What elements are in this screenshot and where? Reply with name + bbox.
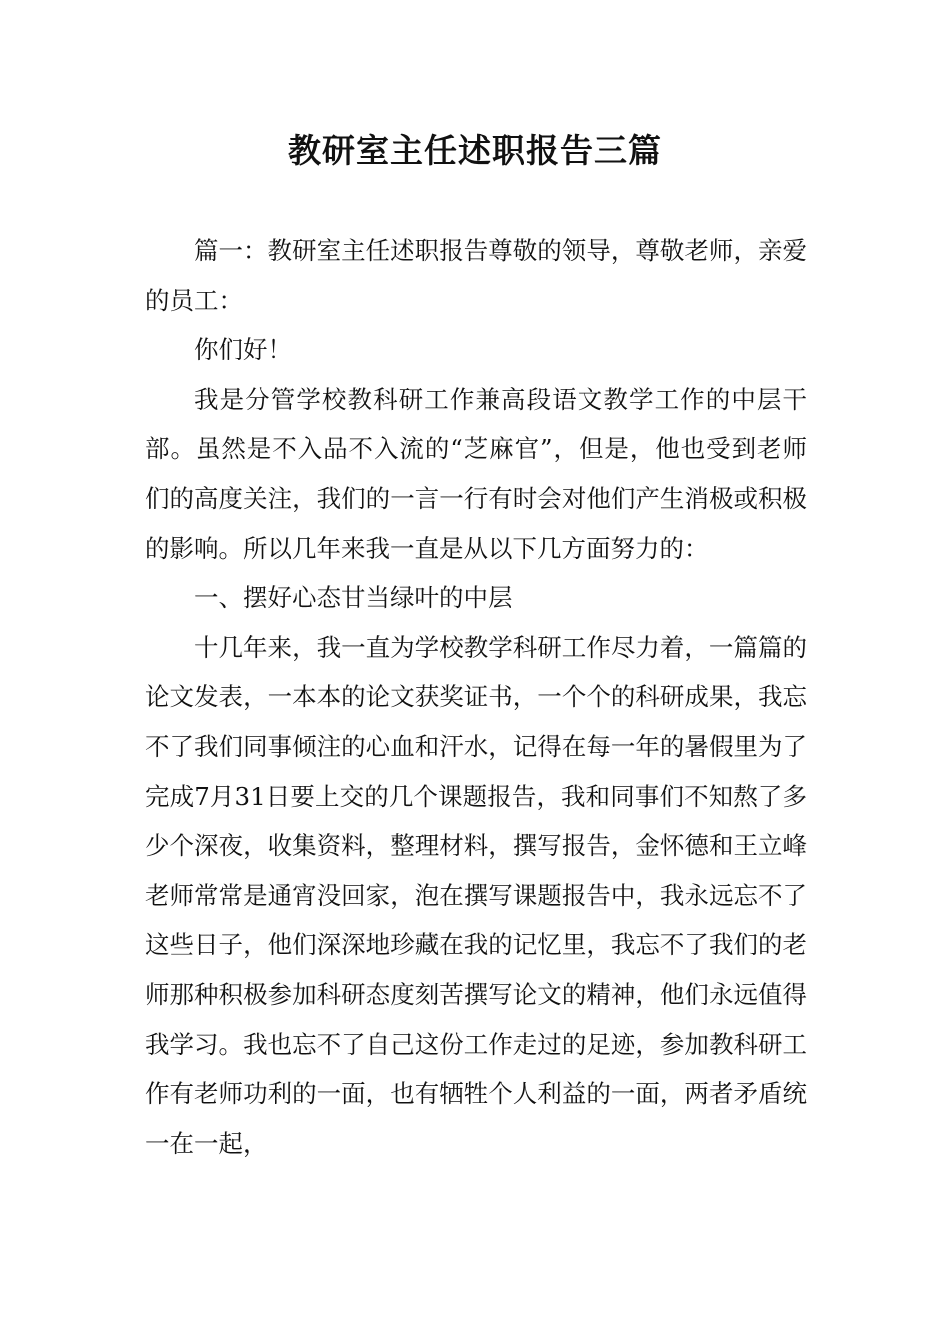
document-title: 教研室主任述职报告三篇 <box>288 131 662 170</box>
paragraph: 我是分管学校教科研工作兼高段语文教学工作的中层干部。虽然是不入品不入流的“芝麻官”，但是，他也受到老师们的高度关注，我们的一言一行有时会对他们产生消极或积极的影响。所以几年来我一直是从以下几方面努力的： <box>145 384 807 563</box>
paragraph: 一、摆好心态甘当绿叶的中层 <box>194 583 513 613</box>
paragraph: 十几年来，我一直为学校教学科研工作尽力着，一篇篇的论文发表，一本本的论文获奖证书，一个个的科研成果，我忘不了我们同事倾注的心血和汗水，记得在每一年的暑假里为了完成7月31日要上交的几个课题报告，我和同事们不知熬了多少个深夜，收集资料，整理材料，撰写报告，金怀德和王立峰老师常常是通宵没回家，泡在撰写课题报告中，我永远忘不了这些日子，他们深深地珍藏在我的记忆里，我忘不了我们的老师那种积极参加科研态度刻苦撰写论文的精神，他们永远值得我学习。我也忘不了自己这份工作走过的足迹，参加教科研工作有老师功利的一面，也有牺牲个人利益的一面，两者矛盾统一在一起， <box>145 632 807 1158</box>
document-body <box>145 226 807 1168</box>
paragraph: 你们好！ <box>194 335 292 365</box>
paragraph: 篇一：教研室主任述职报告尊敬的领导，尊敬老师，亲爱的员工： <box>145 236 807 315</box>
